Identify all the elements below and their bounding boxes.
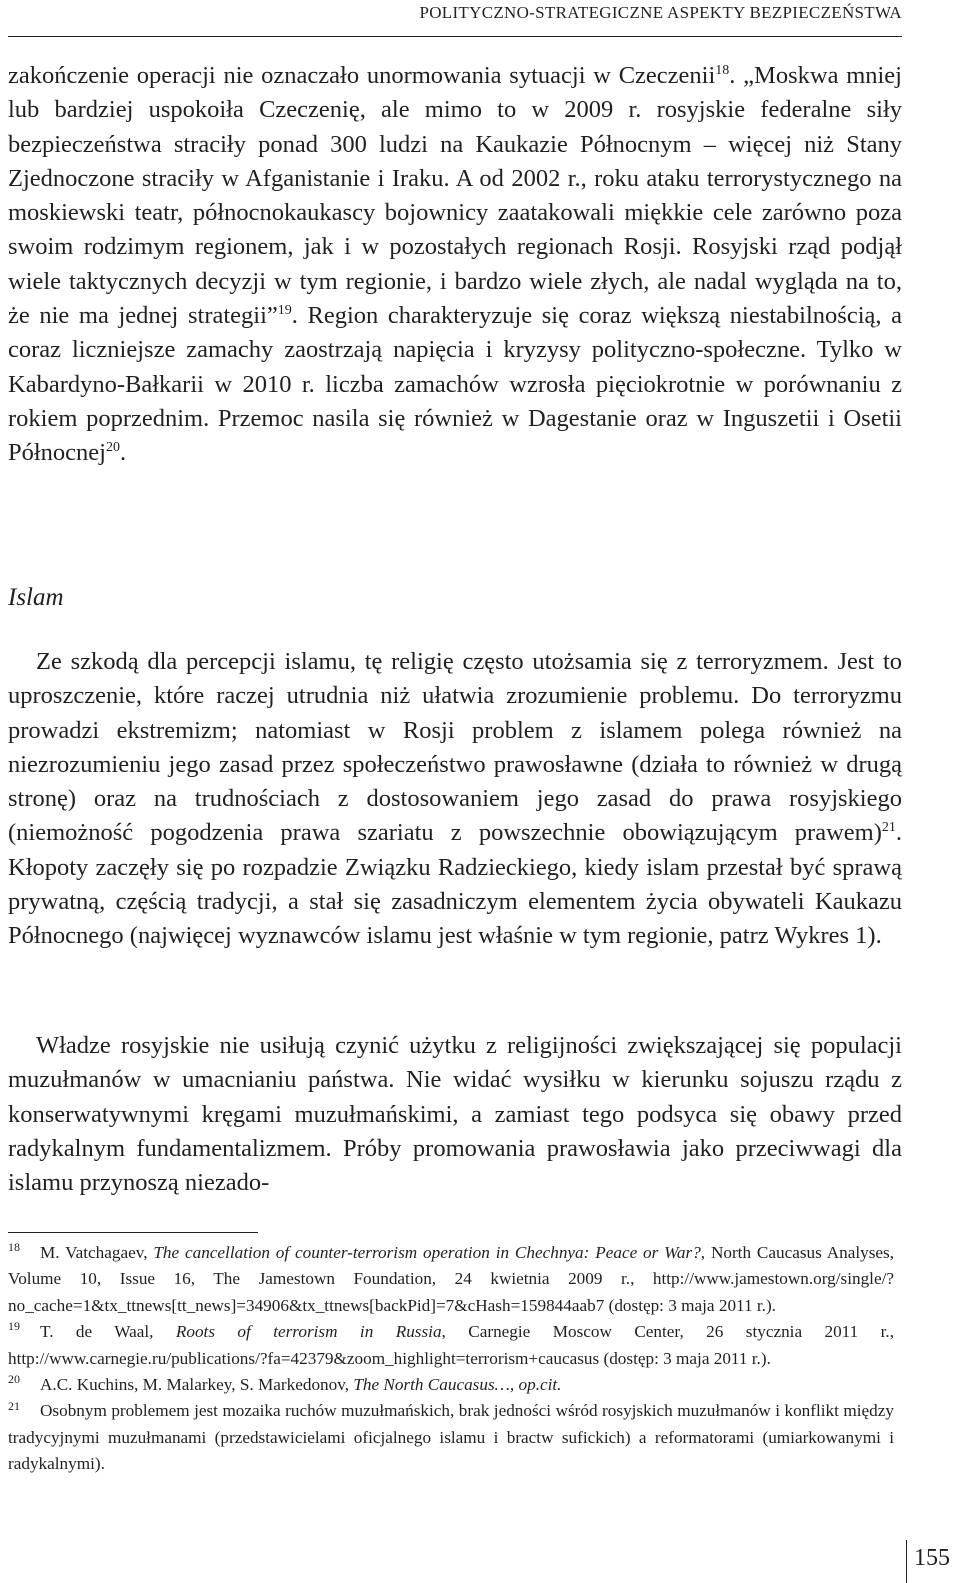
paragraph-1-text-c: . Region charakteryzuje się coraz większą niestabilnością, a coraz liczniejsze zamachy zaostrzają napięcia i kryzysy polityczno-społeczne. Tylko w Kabardyno-Bałkarii w 2010 r. liczba zamachów wzrosła pięciokrotnie w porównaniu z rokiem poprzednim. Przemoc nasila się również w Dagestanie oraz w Inguszetii i Osetii Północnej: [8, 302, 902, 467]
footnote-text: M. Vatchagaev,: [40, 1243, 154, 1262]
paragraph-2-text-a: Ze szkodą dla percepcji islamu, tę religię często utożsamia się z terroryzmem. Jest to uproszczenie, które raczej utrudnia niż ułatwia zrozumienie problemu. Do terroryzmu prowadzi ekstremizm; natomiast w Rosji problem z islamem polega również na niezrozumieniu jego zasad przez społeczeństwo prawosławne (działa to również w drugą stronę) oraz na trudnościach z dostosowaniem jego zasad do prawa rosyjskiego (niemożność pogodzenia prawa szariatu z powszechnie obowiązującym prawem): [8, 648, 902, 847]
paragraph-1: [8, 59, 902, 471]
paragraph-2-text-b: . Kłopoty zaczęły się po rozpadzie Związku Radzieckiego, kiedy islam przestał być sprawą prywatną, częścią tradycji, a stał się zasadniczym elementem życia obywateli Kaukazu Północnego (najwięcej wyznawców islamu jest właśnie w tym regionie, patrz Wykres 1).: [8, 819, 902, 950]
footnote-text: T. de Waal,: [40, 1322, 176, 1342]
footnote-ref-19[interactable]: 19: [277, 302, 292, 318]
footnote-20: 20 A.C. Kuchins, M. Malarkey, S. Markedonov, The North Caucasus…, op.cit.: [8, 1372, 562, 1395]
footnote-title: The cancellation of counter-terrorism operation in Chechnya: Peace or War?: [153, 1243, 701, 1262]
paragraph-3: Władze rosyjskie nie usiłują czynić użytku z religijności zwiększającej się populacji muzułmanów w umacnianiu państwa. Nie widać wysiłku w kierunku sojuszu rządu z konserwatywnymi kręgami muzułmańskimi, a zamiast tego podsyca się obawy przed radykalnym fundamentalizmem. Próby promowania prawosławia jako przeciwwagi dla islamu przynoszą niezado-: [8, 1032, 902, 1197]
footnotes: [8, 1240, 894, 1478]
footnote-divider: [8, 1232, 258, 1233]
footnote-18: 18 M. Vatchagaev, The cancellation of counter-terrorism operation in Chechnya: Peace or War?, North Caucasus Analyses, Volume 10, Issue 16, The Jamestown Foundation, 24 kwietnia 2009 r., http://www.jamestown.org/single/?no_cache=1&tx_ttnews[tt_news]=34906&tx_ttnews[backPid]=7&cHash=159844aab7 (dostęp: 3 maja 2011 r.).: [8, 1240, 895, 1315]
footnote-19: 19 T. de Waal, Roots of terrorism in Russia, Carnegie Moscow Center, 26 stycznia 2011 r., http://www.carnegie.ru/publications/?fa=42379&zoom_highlight=terrorism+caucasus (dostęp: 3 maja 2011 r.).: [8, 1319, 895, 1368]
paragraph-2: [8, 645, 902, 954]
footnote-ref-20[interactable]: 20: [106, 440, 120, 456]
footnote-title: Roots of terrorism in Russia: [175, 1322, 442, 1342]
footnote-text: Osobnym problemem jest mozaika ruchów muzułmańskich, brak jedności wśród rosyjskich muzułmanów i konflikt między tradycyjnymi muzułmanami (przedstawicielami oficjalnego islamu i bractw sufickich) a reformatorami (umiarkowanymi i radykalnymi).: [8, 1401, 894, 1474]
page-number: 155: [914, 1545, 950, 1571]
footnote-ref-21[interactable]: 21: [881, 820, 896, 836]
footnote-text: A.C. Kuchins, M. Malarkey, S. Markedonov,: [40, 1375, 354, 1395]
paragraph-1-text-d: .: [120, 439, 127, 467]
section-heading: Islam: [8, 584, 64, 611]
footnote-title: The North Caucasus…, op.cit.: [353, 1375, 562, 1395]
running-header: POLITYCZNO-STRATEGICZNE ASPEKTY BEZPIECZEŃSTWA: [419, 3, 902, 22]
paragraph-1-text-a: zakończenie operacji nie oznaczało unormowania sytuacji w Czeczenii: [8, 62, 716, 89]
footnote-text: , North Caucasus Analyses, Volume 10, Issue 16, The Jamestown Foundation, 24 kwietnia 2009 r., http://www.jamestown.org/single/?no_cache=1&tx_ttnews[tt_news]=34906&tx_ttnews[backPid]=7&cHash=159844aab7 (dostęp: 3 maja 2011 r.).: [8, 1243, 895, 1315]
header-divider: [8, 36, 902, 37]
footnote-text: , Carnegie Moscow Center, 26 stycznia 2011 r., http://www.carnegie.ru/publications/?fa=42379&zoom_highlight=terrorism+caucasus (dostęp: 3 maja 2011 r.).: [8, 1322, 895, 1368]
footnote-21: 21 Osobnym problemem jest mozaika ruchów muzułmańskich, brak jedności wśród rosyjskich muzułmanów i konflikt między tradycyjnymi muzułmanami (przedstawicielami oficjalnego islamu i bractw sufickich) a reformatorami (umiarkowanymi i radykalnymi).: [8, 1398, 894, 1474]
footnote-ref-18[interactable]: 18: [715, 62, 730, 78]
paragraph-1-text-b: . „Moskwa mniej lub bardziej uspokoiła Czeczenię, ale mimo to w 2009 r. rosyjskie federalne siły bezpieczeństwa straciły ponad 300 ludzi na Kaukazie Północnym – więcej niż Stany Zjednoczone straciły w Afganistanie i Iraku. A od 2002 r., roku ataku terrorystycznego na moskiewski teatr, północnokaukascy bojownicy zaatakowali miękkie cele zarówno poza swoim rodzimym regionem, jak i w pozostałych regionach Rosji. Rosyjski rząd podjął wiele taktycznych decyzji w tym regionie, i bardzo wiele złych, ale nadal wygląda na to, że nie ma jednej strategii”: [8, 62, 902, 330]
